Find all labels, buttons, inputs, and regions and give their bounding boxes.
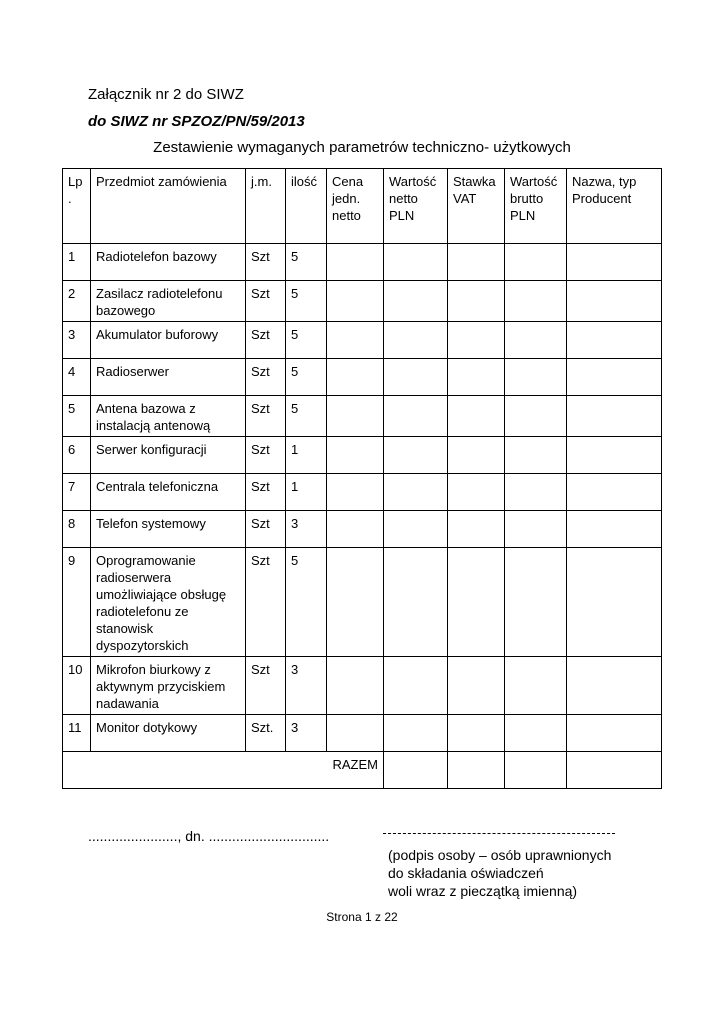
row-lp: 8 (63, 511, 91, 548)
row-net (384, 396, 448, 437)
row-gross (505, 715, 567, 752)
row-unit: Szt (246, 474, 286, 511)
row-lp: 1 (63, 244, 91, 281)
row-name (567, 511, 662, 548)
row-lp: 11 (63, 715, 91, 752)
row-lp: 7 (63, 474, 91, 511)
table-row (63, 474, 662, 511)
row-qty: 5 (286, 396, 327, 437)
row-unit: Szt (246, 281, 286, 322)
row-net (384, 715, 448, 752)
total-label: RAZEM (63, 752, 384, 789)
row-vat (448, 657, 505, 715)
row-price (327, 437, 384, 474)
row-gross (505, 511, 567, 548)
row-gross (505, 657, 567, 715)
row-name (567, 396, 662, 437)
row-name (567, 359, 662, 396)
row-name (567, 474, 662, 511)
row-name (567, 322, 662, 359)
reference-number: do SIWZ nr SPZOZ/PN/59/2013 (88, 113, 305, 130)
row-item: Radiotelefon bazowy (91, 244, 246, 281)
row-vat (448, 396, 505, 437)
row-price (327, 281, 384, 322)
row-lp: 9 (63, 548, 91, 657)
header-unit: j.m. (246, 169, 286, 244)
row-name (567, 281, 662, 322)
row-qty: 3 (286, 657, 327, 715)
table-row (63, 657, 662, 715)
row-net (384, 281, 448, 322)
place-date-line: ......................., dn. ............................... (88, 828, 330, 844)
row-gross (505, 474, 567, 511)
row-gross (505, 548, 567, 657)
row-name (567, 437, 662, 474)
row-vat (448, 281, 505, 322)
header-lp: Lp. (63, 169, 91, 244)
page-number: Strona 1 z 22 (326, 910, 398, 924)
row-qty: 5 (286, 322, 327, 359)
header-gross: Wartość brutto PLN (505, 169, 567, 244)
total-net-cell (384, 752, 448, 789)
row-net (384, 322, 448, 359)
requirements-table (62, 168, 662, 789)
row-item: Antena bazowa z instalacją antenową (91, 396, 246, 437)
row-unit: Szt (246, 322, 286, 359)
row-net (384, 548, 448, 657)
row-vat (448, 548, 505, 657)
row-unit: Szt (246, 359, 286, 396)
row-qty: 3 (286, 715, 327, 752)
signature-caption (388, 846, 611, 900)
row-vat (448, 322, 505, 359)
table-row (63, 281, 662, 322)
row-qty: 1 (286, 437, 327, 474)
row-gross (505, 322, 567, 359)
row-unit: Szt. (246, 715, 286, 752)
row-unit: Szt (246, 657, 286, 715)
row-lp: 4 (63, 359, 91, 396)
row-price (327, 322, 384, 359)
table-row (63, 715, 662, 752)
table-row (63, 396, 662, 437)
row-item: Monitor dotykowy (91, 715, 246, 752)
total-gross-cell (505, 752, 567, 789)
row-lp: 2 (63, 281, 91, 322)
table-row (63, 548, 662, 657)
row-lp: 6 (63, 437, 91, 474)
signature-caption-line3: woli wraz z pieczątką imienną) (388, 883, 578, 899)
row-gross (505, 437, 567, 474)
row-qty: 5 (286, 244, 327, 281)
header-net: Wartość netto PLN (384, 169, 448, 244)
row-net (384, 511, 448, 548)
row-vat (448, 359, 505, 396)
row-gross (505, 396, 567, 437)
row-gross (505, 281, 567, 322)
row-qty: 5 (286, 281, 327, 322)
row-price (327, 396, 384, 437)
row-net (384, 244, 448, 281)
row-gross (505, 359, 567, 396)
total-vat-cell (448, 752, 505, 789)
attachment-label: Załącznik nr 2 do SIWZ (88, 86, 244, 103)
row-price (327, 359, 384, 396)
row-price (327, 511, 384, 548)
row-qty: 5 (286, 548, 327, 657)
row-qty: 1 (286, 474, 327, 511)
total-row (63, 752, 662, 789)
header-item: Przedmiot zamówienia (91, 169, 246, 244)
row-net (384, 657, 448, 715)
table-row (63, 322, 662, 359)
row-price (327, 715, 384, 752)
table-row (63, 359, 662, 396)
total-name-cell (567, 752, 662, 789)
row-vat (448, 437, 505, 474)
header-price: Cena jedn. netto (327, 169, 384, 244)
row-price (327, 657, 384, 715)
row-name (567, 657, 662, 715)
row-item: Oprogramowanie radioserwera umożliwiające obsługę radiotelefonu ze stanowisk dyspozytorskich (91, 548, 246, 657)
table-header-row (63, 169, 662, 244)
row-item: Centrala telefoniczna (91, 474, 246, 511)
row-qty: 3 (286, 511, 327, 548)
row-name (567, 715, 662, 752)
row-price (327, 474, 384, 511)
signature-caption-line2: do składania oświadczeń (388, 865, 544, 881)
row-lp: 5 (63, 396, 91, 437)
row-unit: Szt (246, 244, 286, 281)
row-price (327, 244, 384, 281)
row-price (327, 548, 384, 657)
row-unit: Szt (246, 437, 286, 474)
row-vat (448, 715, 505, 752)
row-unit: Szt (246, 396, 286, 437)
table-row (63, 437, 662, 474)
row-unit: Szt (246, 511, 286, 548)
table-row (63, 244, 662, 281)
header-qty: ilość (286, 169, 327, 244)
row-item: Akumulator buforowy (91, 322, 246, 359)
row-name (567, 244, 662, 281)
signature-line (383, 833, 615, 834)
header-vat: Stawka VAT (448, 169, 505, 244)
row-net (384, 359, 448, 396)
row-net (384, 474, 448, 511)
row-item: Serwer konfiguracji (91, 437, 246, 474)
row-unit: Szt (246, 548, 286, 657)
row-item: Radioserwer (91, 359, 246, 396)
header-name: Nazwa, typ Producent (567, 169, 662, 244)
table-row (63, 511, 662, 548)
row-lp: 3 (63, 322, 91, 359)
row-item: Mikrofon biurkowy z aktywnym przyciskiem nadawania (91, 657, 246, 715)
document-title: Zestawienie wymaganych parametrów techniczno- użytkowych (153, 139, 571, 156)
row-item: Zasilacz radiotelefonu bazowego (91, 281, 246, 322)
row-qty: 5 (286, 359, 327, 396)
row-net (384, 437, 448, 474)
row-vat (448, 511, 505, 548)
row-item: Telefon systemowy (91, 511, 246, 548)
row-vat (448, 474, 505, 511)
row-name (567, 548, 662, 657)
row-gross (505, 244, 567, 281)
row-lp: 10 (63, 657, 91, 715)
signature-caption-line1: (podpis osoby – osób uprawnionych (388, 847, 612, 863)
row-vat (448, 244, 505, 281)
